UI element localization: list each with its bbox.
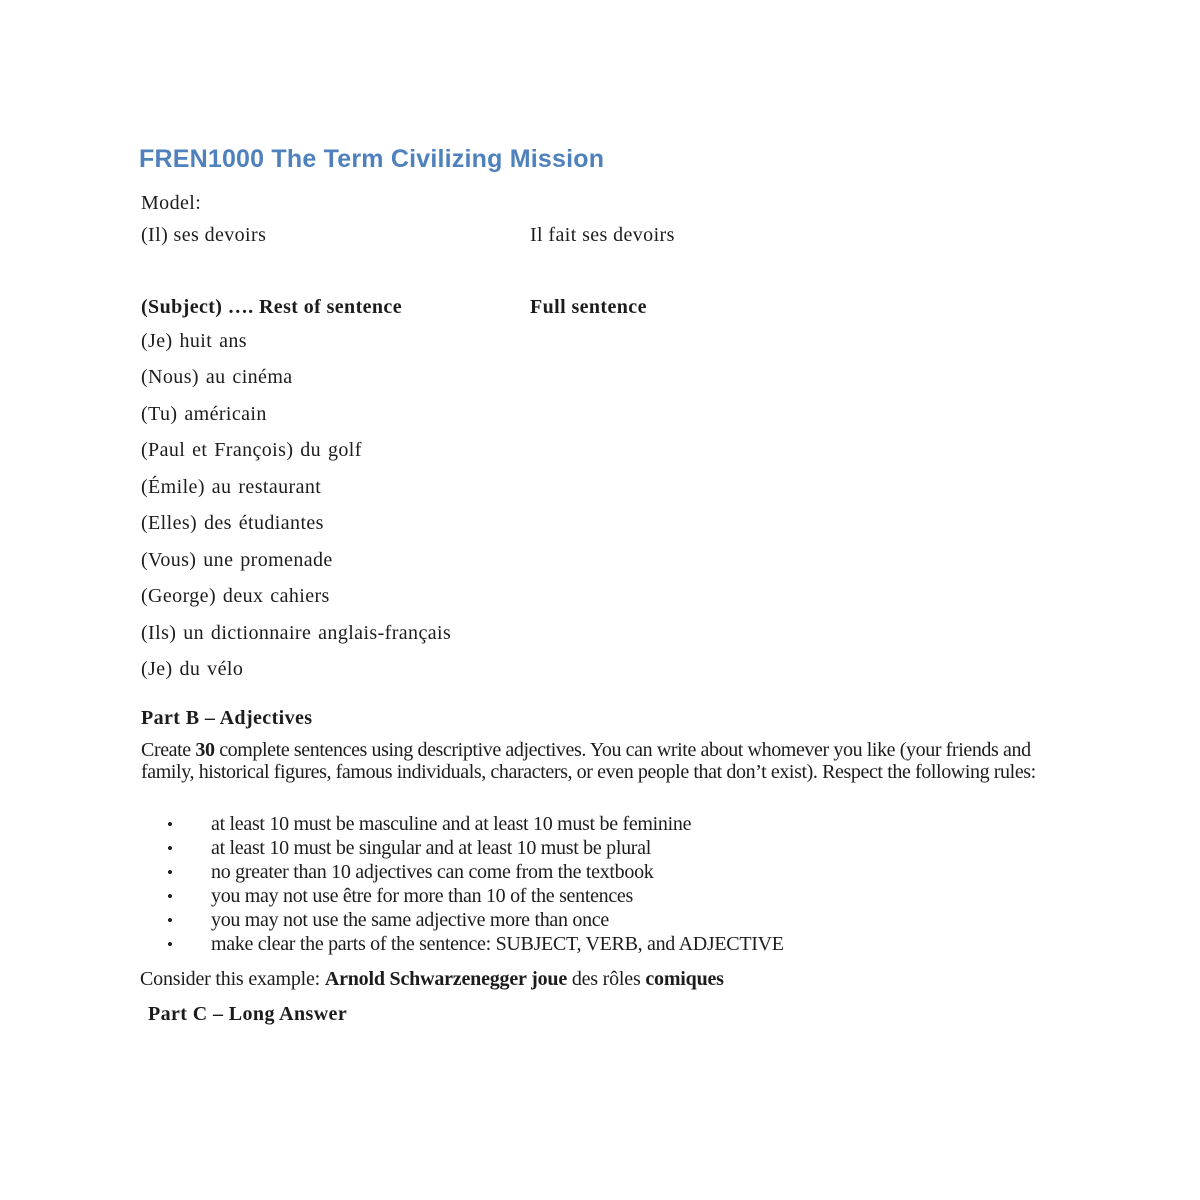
subject-item: (George) deux cahiers — [141, 585, 330, 608]
subject-item: (Je) huit ans — [141, 330, 247, 352]
rules-list — [141, 813, 1041, 956]
part-b-intro-paragraph — [141, 740, 1041, 783]
subject-item: (Émile) au restaurant — [141, 475, 322, 498]
subject-list — [141, 323, 451, 688]
bullet-icon: • — [167, 838, 173, 858]
rule-item — [141, 861, 1041, 885]
intro-text-post: complete sentences using descriptive adjectives. You can write about whomever you like (your friends and family, historical figures, famous individuals, characters, or even people that don’t exist). Respect the following rules: — [141, 739, 1036, 783]
bullet-icon: • — [167, 862, 173, 882]
rule-item — [141, 837, 1041, 861]
rule-text: you may not use être for more than 10 of the sentences — [211, 884, 633, 907]
bullet-icon: • — [167, 815, 173, 834]
subject-item: (Nous) au cinéma — [141, 366, 293, 389]
intro-count: 30 — [195, 739, 215, 761]
subject-item: (Tu) américain — [141, 402, 267, 425]
bullet-icon: • — [167, 910, 173, 930]
bullet-icon: • — [167, 886, 173, 906]
example-subject-verb: Arnold Schwarzenegger joue — [324, 968, 568, 990]
model-label: Model: — [141, 192, 202, 214]
right-column-header: Full sentence — [530, 296, 647, 318]
document-title: FREN1000 The Term Civilizing Mission — [139, 145, 605, 173]
rule-item — [141, 885, 1041, 909]
model-example-row — [141, 222, 1200, 249]
column-headers-row — [141, 294, 1200, 321]
part-b-heading: Part B – Adjectives — [141, 707, 313, 729]
model-example-full: Il fait ses devoirs — [530, 224, 675, 246]
bullet-icon: • — [167, 934, 173, 954]
rule-text: make clear the parts of the sentence: SUBJECT, VERB, and ADJECTIVE — [211, 932, 784, 955]
rule-text: no greater than 10 adjectives can come from the textbook — [211, 860, 654, 883]
rule-item — [141, 909, 1041, 933]
subject-item: (Elles) des étudiantes — [141, 512, 324, 535]
rule-text: at least 10 must be masculine and at least 10 must be feminine — [211, 813, 692, 835]
subject-item: (Ils) un dictionnaire anglais-français — [141, 621, 452, 644]
intro-text-pre: Create — [141, 739, 196, 761]
rule-item — [141, 813, 1041, 837]
rule-text: you may not use the same adjective more than once — [211, 908, 609, 931]
example-text-pre: Consider this example: — [140, 968, 325, 990]
rule-text: at least 10 must be singular and at least 10 must be plural — [211, 836, 651, 859]
part-c-heading: Part C – Long Answer — [148, 1003, 348, 1025]
example-sentence-line — [140, 966, 724, 992]
subject-item: (Vous) une promenade — [141, 548, 333, 571]
example-text-mid: des rôles — [567, 968, 646, 990]
subject-item: (Je) du vélo — [141, 658, 244, 681]
example-adjective: comiques — [645, 968, 724, 990]
left-column-header: (Subject) …. Rest of sentence — [141, 296, 402, 318]
model-example-incomplete: (Il) ses devoirs — [141, 224, 267, 246]
subject-item: (Paul et François) du golf — [141, 439, 362, 462]
rule-item — [141, 933, 1041, 957]
